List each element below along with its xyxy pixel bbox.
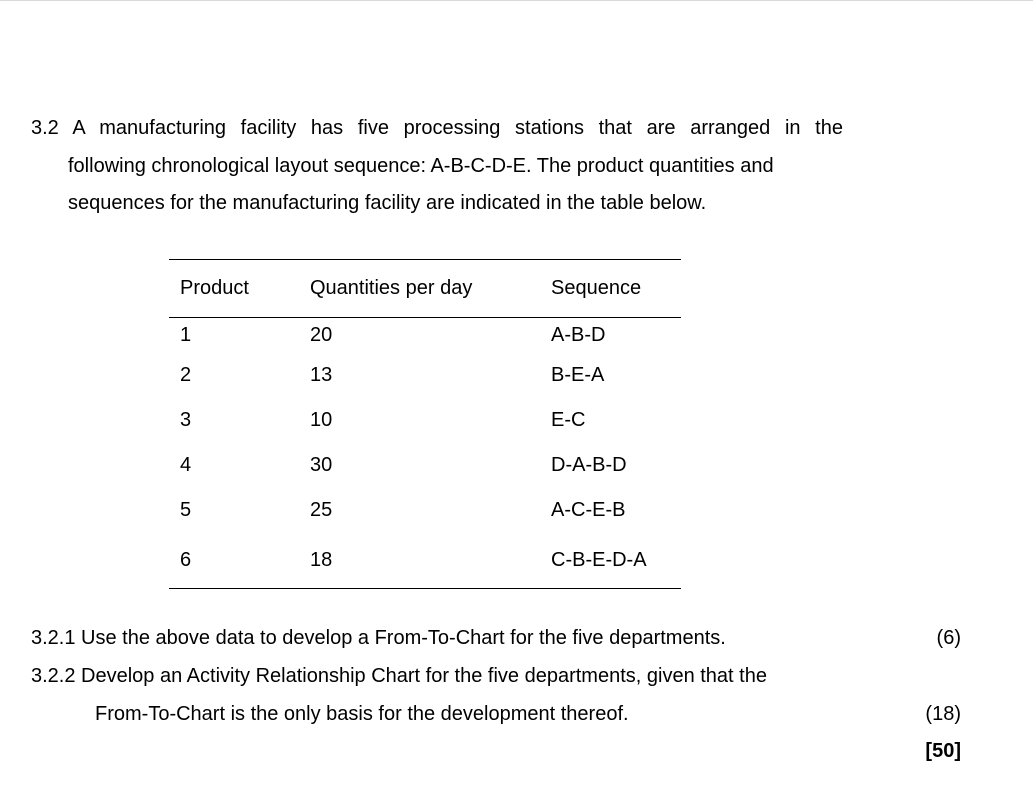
cell-product: 6 xyxy=(169,533,299,589)
cell-quantity: 10 xyxy=(310,409,333,431)
cell-quantity: 13 xyxy=(310,364,333,386)
subquestion-3-2-1: 3.2.1 Use the above data to develop a From-To-Chart for the five departments. xyxy=(31,627,726,649)
cell-sequence: E-C xyxy=(551,409,586,431)
table-row xyxy=(169,353,681,398)
cell-product: 3 xyxy=(180,409,192,431)
header-sequence: Sequence xyxy=(540,260,681,318)
subquestion-3-2-2-line-2: From-To-Chart is the only basis for the development thereof. xyxy=(95,703,629,725)
cell-product: 1 xyxy=(180,324,192,346)
cell-quantity: 18 xyxy=(299,533,540,589)
cell-sequence: C-B-E-D-A xyxy=(540,533,681,589)
cell-product: 5 xyxy=(180,499,192,521)
subquestion-3-2-2-line-1: 3.2.2 Develop an Activity Relationship Chart for the five departments, given that the xyxy=(31,665,767,687)
table-row xyxy=(169,318,681,354)
cell-quantity: 25 xyxy=(310,499,333,521)
cell-sequence: D-A-B-D xyxy=(551,454,627,476)
question-intro xyxy=(31,110,843,223)
header-quantities: Quantities per day xyxy=(299,260,540,318)
cell-sequence: B-E-A xyxy=(551,364,605,386)
cell-product: 2 xyxy=(180,364,192,386)
intro-line-3: sequences for the manufacturing facility are indicated in the table below. xyxy=(68,192,707,214)
cell-sequence: A-B-D xyxy=(551,324,606,346)
intro-line-2: following chronological layout sequence: A-B-C-D-E. The product quantities and xyxy=(68,154,774,177)
top-divider xyxy=(0,0,1033,1)
table-row xyxy=(169,488,681,533)
intro-line-1: 3.2 A manufacturing facility has five processing stations that are arranged in the xyxy=(31,117,843,139)
marks-3-2-1: (6) xyxy=(936,627,961,649)
table-row xyxy=(169,398,681,443)
table-row xyxy=(169,443,681,488)
product-table xyxy=(169,259,681,589)
header-product: Product xyxy=(169,260,299,318)
table-header-row xyxy=(169,260,681,318)
marks-3-2-2: (18) xyxy=(925,703,961,725)
cell-quantity: 30 xyxy=(310,454,333,476)
product-table-container xyxy=(169,259,681,589)
cell-sequence: A-C-E-B xyxy=(551,499,626,521)
table-row xyxy=(169,533,681,589)
cell-product: 4 xyxy=(180,454,192,476)
total-marks: [50] xyxy=(925,740,961,762)
cell-quantity: 20 xyxy=(310,324,333,346)
